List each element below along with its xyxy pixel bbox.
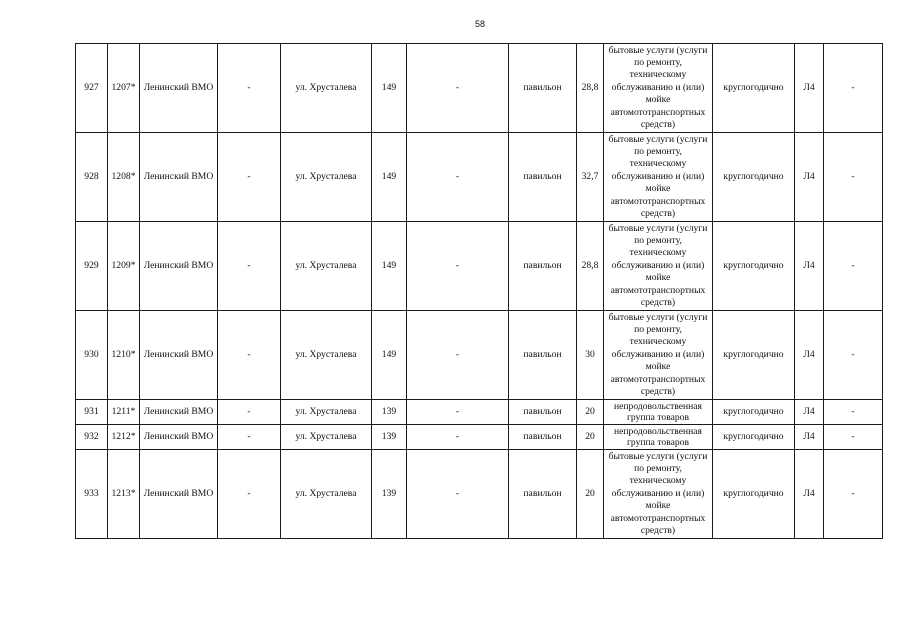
cell-row-number: 928	[76, 133, 108, 222]
cell-street: ул. Хрусталева	[281, 44, 372, 133]
cell-column-13: -	[824, 133, 883, 222]
cell-column-13: -	[824, 400, 883, 425]
cell-category-code: Л4	[795, 222, 824, 311]
table-row	[76, 311, 883, 400]
cell-area: 30	[577, 311, 604, 400]
table-row	[76, 450, 883, 539]
cell-row-number: 929	[76, 222, 108, 311]
cell-specialization: бытовые услуги (услуги по ремонту, техническому обслуживанию и (или) мойке автомототранспортных средств)	[604, 44, 713, 133]
cell-district: Ленинский ВМО	[140, 44, 218, 133]
cell-operating-period: круглогодично	[713, 425, 795, 450]
cell-row-number: 933	[76, 450, 108, 539]
cell-column-4: -	[218, 44, 281, 133]
cell-house-number: 139	[372, 450, 407, 539]
cell-district: Ленинский ВМО	[140, 222, 218, 311]
cell-column-13: -	[824, 311, 883, 400]
cell-column-13: -	[824, 222, 883, 311]
cell-place-code: 1208*	[108, 133, 140, 222]
cell-category-code: Л4	[795, 133, 824, 222]
table-row	[76, 222, 883, 311]
cell-column-13: -	[824, 44, 883, 133]
cell-house-number: 149	[372, 222, 407, 311]
cell-row-number: 932	[76, 425, 108, 450]
cell-district: Ленинский ВМО	[140, 311, 218, 400]
cell-column-4: -	[218, 311, 281, 400]
cell-specialization: бытовые услуги (услуги по ремонту, техническому обслуживанию и (или) мойке автомототранспортных средств)	[604, 311, 713, 400]
cell-column-7: -	[407, 450, 509, 539]
cell-object-type: павильон	[509, 311, 577, 400]
cell-operating-period: круглогодично	[713, 311, 795, 400]
cell-column-4: -	[218, 400, 281, 425]
cell-place-code: 1213*	[108, 450, 140, 539]
cell-house-number: 149	[372, 133, 407, 222]
cell-object-type: павильон	[509, 133, 577, 222]
cell-district: Ленинский ВМО	[140, 133, 218, 222]
cell-object-type: павильон	[509, 450, 577, 539]
cell-house-number: 139	[372, 400, 407, 425]
cell-column-13: -	[824, 425, 883, 450]
cell-house-number: 149	[372, 44, 407, 133]
cell-district: Ленинский ВМО	[140, 450, 218, 539]
cell-row-number: 927	[76, 44, 108, 133]
cell-area: 28,8	[577, 222, 604, 311]
cell-object-type: павильон	[509, 222, 577, 311]
cell-street: ул. Хрусталева	[281, 311, 372, 400]
cell-column-7: -	[407, 44, 509, 133]
cell-column-7: -	[407, 400, 509, 425]
registry-table	[75, 43, 883, 539]
cell-place-code: 1207*	[108, 44, 140, 133]
cell-column-4: -	[218, 425, 281, 450]
cell-operating-period: круглогодично	[713, 400, 795, 425]
cell-specialization: бытовые услуги (услуги по ремонту, техническому обслуживанию и (или) мойке автомототранспортных средств)	[604, 450, 713, 539]
cell-column-7: -	[407, 425, 509, 450]
cell-operating-period: круглогодично	[713, 450, 795, 539]
table-row	[76, 425, 883, 450]
cell-place-code: 1212*	[108, 425, 140, 450]
cell-house-number: 149	[372, 311, 407, 400]
cell-place-code: 1209*	[108, 222, 140, 311]
cell-category-code: Л4	[795, 400, 824, 425]
cell-category-code: Л4	[795, 44, 824, 133]
table-row	[76, 133, 883, 222]
cell-street: ул. Хрусталева	[281, 133, 372, 222]
cell-specialization: бытовые услуги (услуги по ремонту, техническому обслуживанию и (или) мойке автомототранспортных средств)	[604, 133, 713, 222]
cell-column-13: -	[824, 450, 883, 539]
cell-house-number: 139	[372, 425, 407, 450]
cell-street: ул. Хрусталева	[281, 450, 372, 539]
cell-object-type: павильон	[509, 400, 577, 425]
cell-specialization: непродовольственная группа товаров	[604, 400, 713, 425]
cell-street: ул. Хрусталева	[281, 425, 372, 450]
cell-district: Ленинский ВМО	[140, 400, 218, 425]
cell-district: Ленинский ВМО	[140, 425, 218, 450]
cell-row-number: 930	[76, 311, 108, 400]
cell-column-4: -	[218, 450, 281, 539]
cell-category-code: Л4	[795, 450, 824, 539]
cell-specialization: непродовольственная группа товаров	[604, 425, 713, 450]
cell-column-4: -	[218, 133, 281, 222]
cell-place-code: 1211*	[108, 400, 140, 425]
cell-specialization: бытовые услуги (услуги по ремонту, техническому обслуживанию и (или) мойке автомототранспортных средств)	[604, 222, 713, 311]
cell-column-7: -	[407, 222, 509, 311]
cell-operating-period: круглогодично	[713, 222, 795, 311]
cell-operating-period: круглогодично	[713, 44, 795, 133]
cell-area: 32,7	[577, 133, 604, 222]
cell-street: ул. Хрусталева	[281, 400, 372, 425]
cell-street: ул. Хрусталева	[281, 222, 372, 311]
cell-area: 28,8	[577, 44, 604, 133]
table-row	[76, 400, 883, 425]
cell-category-code: Л4	[795, 425, 824, 450]
cell-area: 20	[577, 400, 604, 425]
cell-object-type: павильон	[509, 44, 577, 133]
cell-row-number: 931	[76, 400, 108, 425]
cell-operating-period: круглогодично	[713, 133, 795, 222]
cell-column-7: -	[407, 133, 509, 222]
cell-column-4: -	[218, 222, 281, 311]
table-row	[76, 44, 883, 133]
cell-column-7: -	[407, 311, 509, 400]
cell-area: 20	[577, 425, 604, 450]
page-number: 58	[474, 19, 485, 29]
cell-category-code: Л4	[795, 311, 824, 400]
cell-place-code: 1210*	[108, 311, 140, 400]
cell-object-type: павильон	[509, 425, 577, 450]
cell-area: 20	[577, 450, 604, 539]
